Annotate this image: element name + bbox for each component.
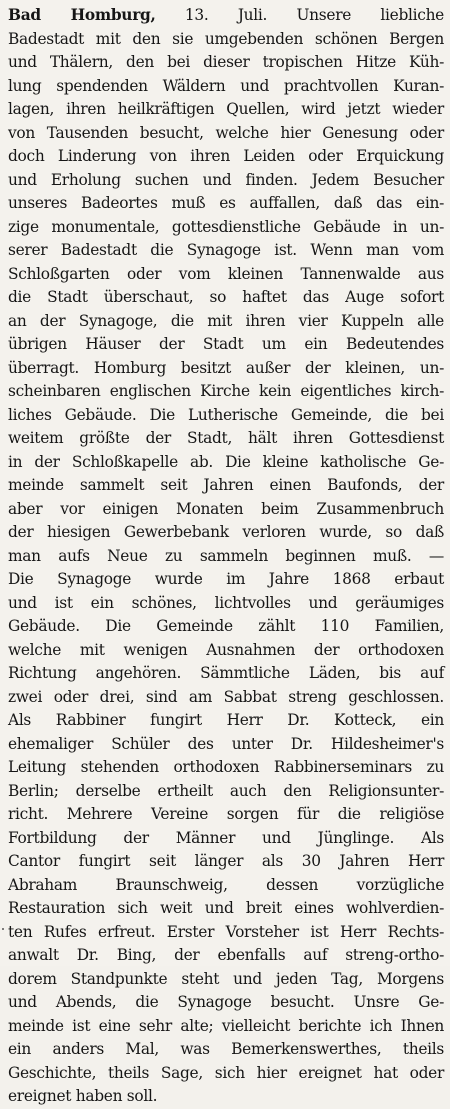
article-line: lung spendenden Wäldern und prachtvollen Kuran- (8, 76, 444, 95)
article-line: und Thälern, den bei dieser tropischen Hitze Küh- (8, 53, 444, 71)
dateline-place: Bad Homburg, (8, 6, 156, 24)
article-line: ehemaliger Schüler des unter Dr. Hildesheimer's (8, 734, 444, 753)
article-line: Abraham Braunschweig, dessen vorzügliche (8, 875, 444, 894)
article-last-line: ereignet haben soll. (8, 1087, 158, 1105)
article-line: Richtung angehören. Sämmtliche Läden, bis auf (8, 664, 444, 682)
article-line: ten Rufes erfreut. Erster Vorsteher ist Herr Rechts- (8, 922, 444, 941)
article-line: Als Rabbiner fungirt Herr Dr. Kotteck, ein (8, 711, 444, 729)
article-line: Berlin; derselbe ertheilt auch den Religionsunter- (8, 781, 444, 800)
article-line: meinde sammelt seit Jahren einen Baufonds, der (8, 476, 444, 494)
article-line: und ist ein schönes, lichtvolles und geräumiges (8, 593, 444, 612)
article-line: ein anders Mal, was Bemerkenswerthes, theils (8, 1040, 444, 1058)
article-line: Geschichte, theils Sage, sich hier ereignet hat oder (8, 1063, 444, 1082)
article-line: zwei oder drei, sind am Sabbat streng geschlossen. (8, 687, 444, 706)
article-line: Die Synagoge wurde im Jahre 1868 erbaut (8, 570, 444, 588)
article-line: und Erholung suchen und finden. Jedem Besucher (8, 170, 444, 189)
article-line (8, 4, 444, 28)
article-line: an der Synagoge, die mit ihren vier Kuppeln alle (8, 311, 444, 330)
article-line: man aufs Neue zu sammeln beginnen muß. — (8, 546, 444, 565)
article-line: unseres Badeortes muß es auffallen, daß das ein- (8, 194, 444, 212)
article-line: Fortbildung der Männer und Jünglinge. Als (8, 828, 444, 847)
article-column (8, 4, 444, 1105)
article-line: und Abends, die Synagoge besucht. Unsre Ge- (8, 993, 444, 1011)
article-line: meinde ist eine sehr alte; vielleicht berichte ich Ihnen (8, 1016, 444, 1035)
article-line: überragt. Homburg besitzt außer der kleinen, un- (8, 358, 444, 377)
article-line: welche mit wenigen Ausnahmen der orthodoxen (8, 640, 444, 659)
article-line: der hiesigen Gewerbebank verloren wurde, so daß (8, 523, 444, 541)
article-line: anwalt Dr. Bing, der ebenfalls auf streng-ortho- (8, 946, 444, 964)
dateline-date: 13. Juli. (184, 6, 268, 24)
article-line: die Stadt überschaut, so haftet das Auge sofort (8, 288, 444, 306)
article-line: übrigen Häuser der Stadt um ein Bedeutendes (8, 335, 444, 353)
article-line: doch Linderung von ihren Leiden oder Erquickung (8, 147, 444, 165)
article-line: zige monumentale, gottesdienstliche Gebäude in un- (8, 217, 444, 236)
print-speck (2, 928, 4, 930)
article-line: scheinbaren englischen Kirche kein eigentliches kirch- (8, 382, 444, 400)
article-line: weitem größte der Stadt, hält ihren Gottesdienst (8, 429, 444, 447)
article-line: Gebäude. Die Gemeinde zählt 110 Familien, (8, 617, 444, 635)
article-line: Badestadt mit den sie umgebenden schönen Bergen (8, 29, 444, 48)
article-line: dorem Standpunkte steht und jeden Tag, Morgens (8, 969, 444, 988)
article-line: richt. Mehrere Vereine sorgen für die religiöse (8, 805, 444, 823)
article-line: Restauration sich weit und breit eines wohlverdien- (8, 899, 444, 917)
article-line: Cantor fungirt seit länger als 30 Jahren Herr (8, 852, 444, 870)
article-line: aber vor einigen Monaten beim Zusammenbruch (8, 499, 444, 518)
article-line: Leitung stehenden orthodoxen Rabbinerseminars zu (8, 758, 444, 776)
article-line: von Tausenden besucht, welche hier Genesung oder (8, 123, 444, 142)
article-line-text: Unsere liebliche (296, 6, 444, 24)
article-line: in der Schloßkapelle ab. Die kleine katholische Ge- (8, 452, 444, 471)
article-line: Schloßgarten oder vom kleinen Tannenwalde aus (8, 264, 444, 283)
article-line: liches Gebäude. Die Lutherische Gemeinde, die bei (8, 405, 444, 424)
article-line: serer Badestadt die Synagoge ist. Wenn man vom (8, 241, 444, 259)
article-line: lagen, ihren heilkräftigen Quellen, wird jetzt wieder (8, 100, 444, 118)
